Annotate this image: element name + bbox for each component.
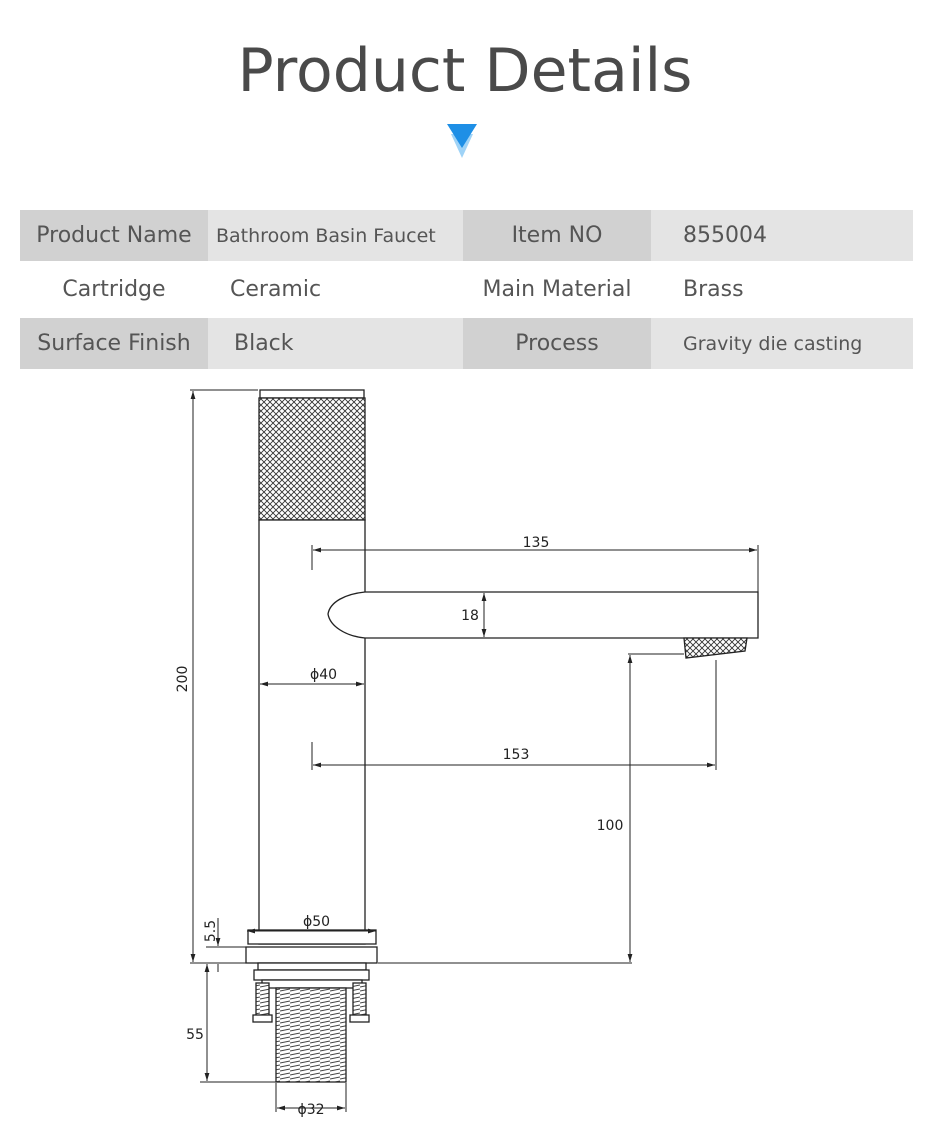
page-title: Product Details [237,36,693,106]
dim-label-spout-height: 100 [596,818,624,834]
dim-label-reach: 153 [502,747,530,763]
spec-label: Item NO [463,210,651,261]
dim-label-spout-length: 135 [522,535,550,551]
faucet-body [246,390,758,1082]
spec-value: Brass [683,277,744,302]
spec-label: Surface Finish [20,318,208,369]
dim-label-shank-diameter: ϕ32 [297,1102,325,1118]
spec-label: Main Material [482,277,632,302]
dim-label-spout-thickness: 18 [461,608,479,624]
spec-value: Black [208,318,463,369]
dim-label-base-diameter: ϕ50 [303,914,331,930]
spec-value: Bathroom Basin Faucet [208,210,463,261]
dim-label-base-thickness: 5.5 [203,919,219,943]
spec-label: Cartridge [62,277,166,302]
spec-value: Gravity die casting [651,318,913,369]
spec-label: Product Name [20,210,208,261]
dim-label-height: 200 [175,665,191,693]
spec-label: Process [463,318,651,369]
dim-label-shank-length: 55 [186,1027,204,1043]
spec-value: 855004 [651,210,913,261]
spec-value: Ceramic [230,277,322,302]
dim-label-body-diameter: ϕ40 [310,667,338,683]
